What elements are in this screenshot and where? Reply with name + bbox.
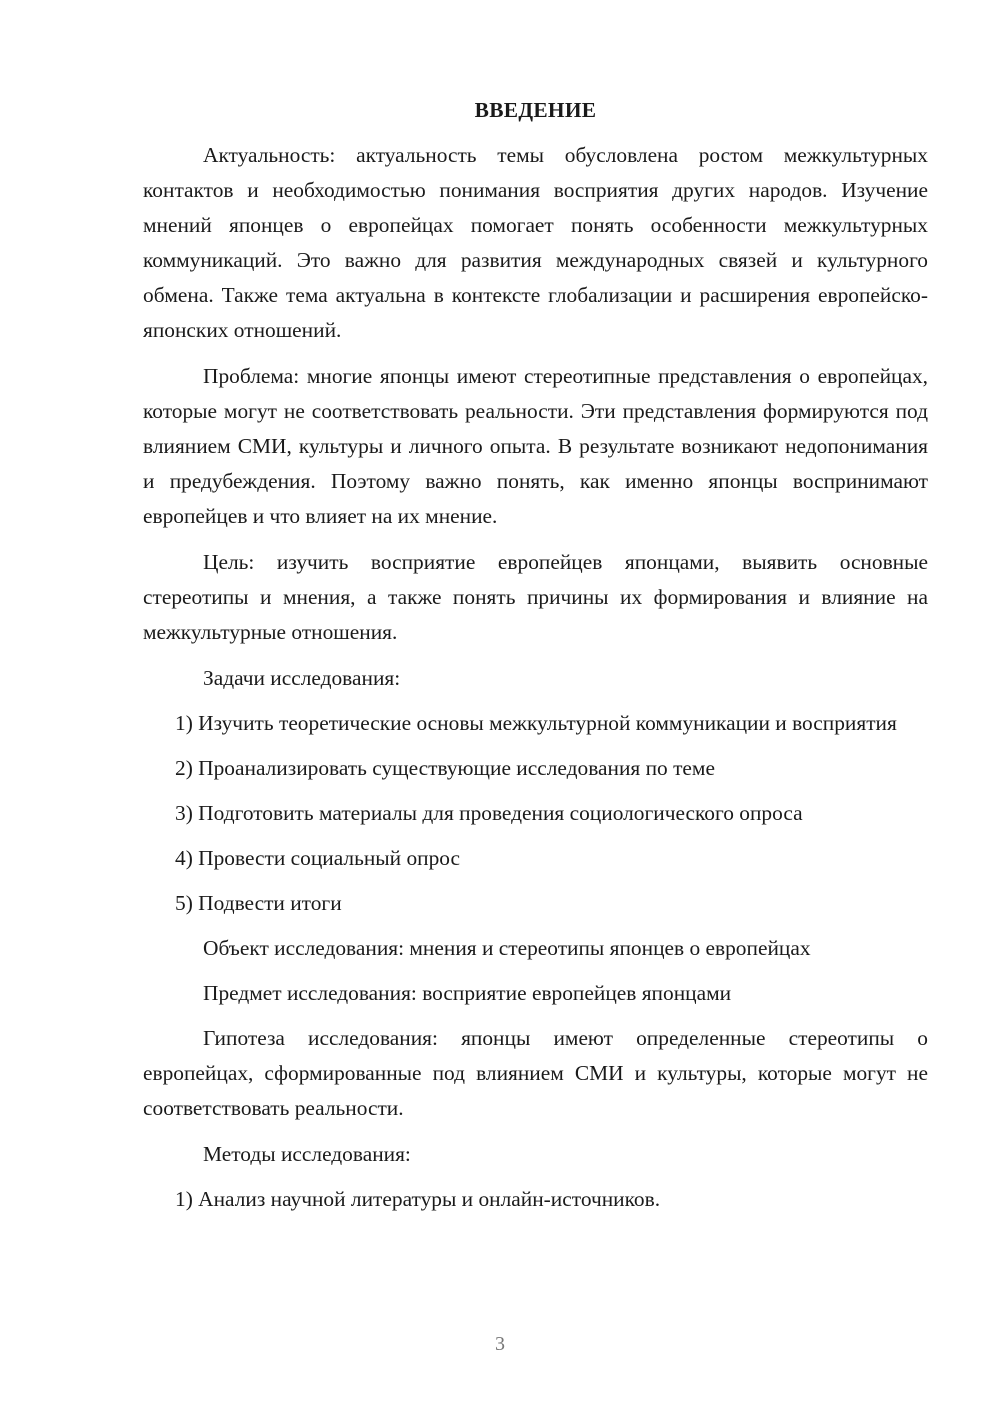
list-item: 3) Подготовить материалы для проведения социологического опроса [175,801,803,825]
relevance-paragraph: Актуальность: актуальность темы обусловлена ростом межкультурных контактов и необходимостью понимания восприятия других народов. Изучение мнений японцев о европейцах помогает понять особенности межкультурных коммуникаций. Это важно для развития международных связей и культурного обмена. Также тема актуальна в контексте глобализации и расширения европейско-японских отношений. [143,143,928,342]
list-item: 1) Изучить теоретические основы межкультурной коммуникации и восприятия [175,711,897,735]
goal-paragraph: Цель: изучить восприятие европейцев японцами, выявить основные стереотипы и мнения, а также понять причины их формирования и влияние на межкультурные отношения. [143,550,928,644]
document-page [143,93,928,1227]
list-item: 2) Проанализировать существующие исследования по теме [175,756,715,780]
methods-label: Методы исследования: [203,1142,411,1166]
tasks-label: Задачи исследования: [203,666,401,690]
list-item: 4) Провести социальный опрос [175,846,461,870]
list-item: 1) Анализ научной литературы и онлайн-источников. [175,1187,661,1211]
problem-paragraph: Проблема: многие японцы имеют стереотипные представления о европейцах, которые могут не соответствовать реальности. Эти представления формируются под влиянием СМИ, культуры и личного опыта. В результате возникают недопонимания и предубеждения. Поэтому важно понять, как именно японцы воспринимают европейцев и что влияет на их мнение. [143,364,928,528]
methods-list [143,1182,928,1217]
tasks-list [143,706,928,921]
subject-line: Предмет исследования: восприятие европейцев японцами [203,981,732,1005]
section-heading: ВВЕДЕНИЕ [474,98,597,122]
list-item: 5) Подвести итоги [175,891,342,915]
object-line: Объект исследования: мнения и стереотипы японцев о европейцах [203,936,811,960]
hypothesis-paragraph: Гипотеза исследования: японцы имеют определенные стереотипы о европейцах, сформированные под влиянием СМИ и культуры, которые могут не соответствовать реальности. [143,1026,928,1120]
page-number: 3 [495,1333,505,1355]
